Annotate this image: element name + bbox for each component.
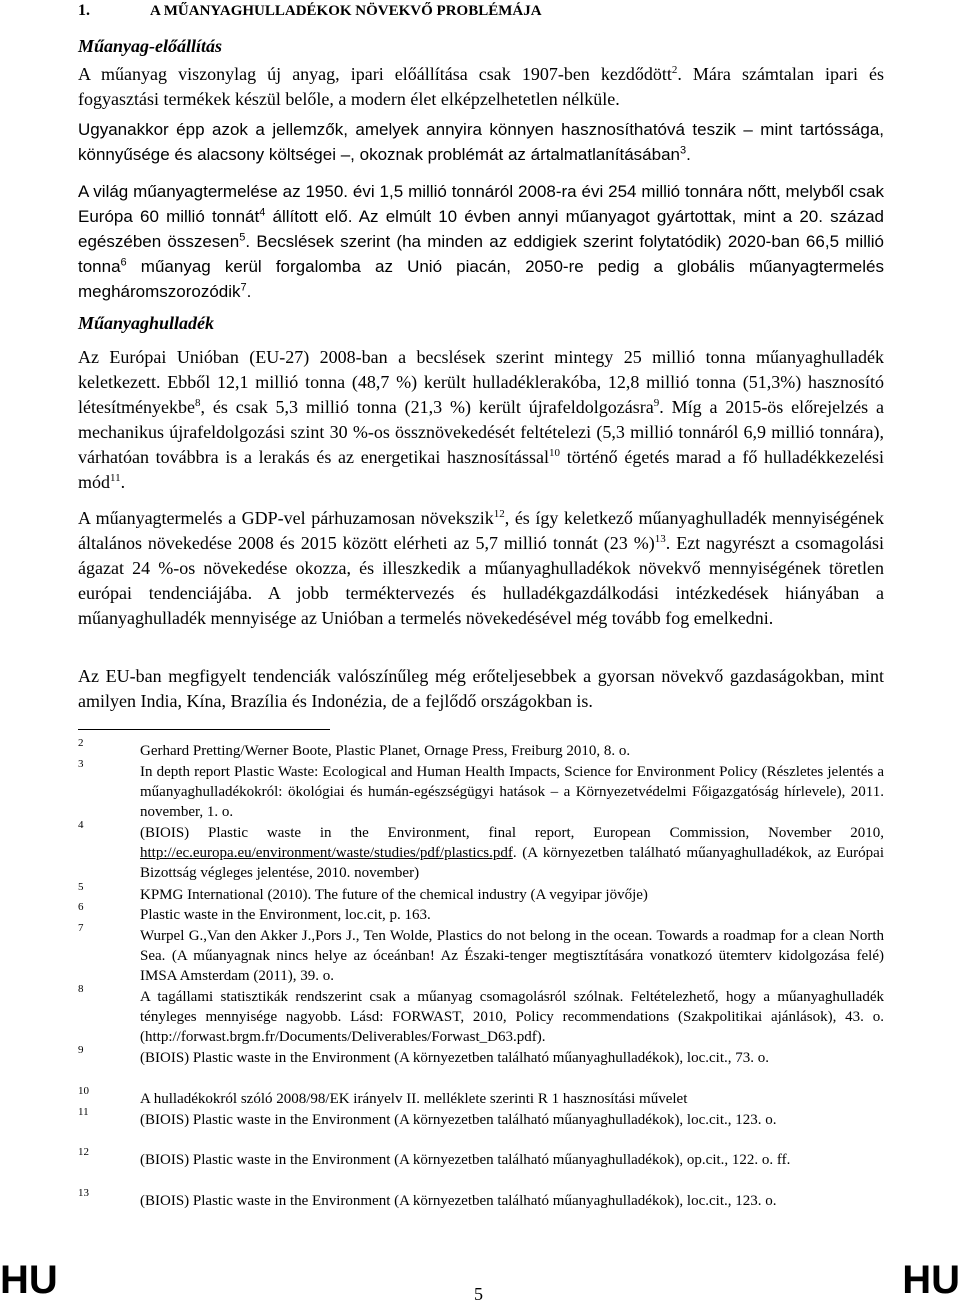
- footnote-ref[interactable]: 5: [239, 231, 246, 244]
- paragraph-production-intro: A műanyag viszonylag új anyag, ipari előállítása csak 1907-ben kezdődött$^2$. Mára számtalan ipari és fogyasztási termékek készül belőle, a modern élet elképzelhetetlen nélküle.: [78, 64, 885, 109]
- footnote-ref[interactable]: 10: [549, 447, 560, 459]
- footnote-ref[interactable]: 13: [654, 533, 666, 545]
- chapter-title: A MŰANYAGHULLADÉKOK NÖVEKVŐ PROBLÉMÁJA: [150, 3, 542, 19]
- footnote-ref[interactable]: 11: [110, 472, 121, 484]
- paragraph-emerging-economies: Az EU-ban megfigyelt tendenciák valószínűleg még erőteljesebbek a gyorsan növekvő gazdaságokban, mint amilyen India, Kína, Brazília és Indonézia, de a fejlődő országokban is.: [78, 666, 884, 711]
- footnote-ref[interactable]: 9: [653, 397, 660, 409]
- section-title-waste: Műanyaghulladék: [78, 313, 215, 333]
- footnote-ref[interactable]: 4: [259, 206, 266, 219]
- footnote-ref[interactable]: 6: [120, 256, 127, 269]
- chapter-number: 1.: [78, 2, 90, 19]
- language-code-right: HU: [902, 1258, 960, 1302]
- paragraph-eu-waste: Az Európai Unióban (EU-27) 2008-ban a becslések szerint mintegy 25 millió tonna műanyaghulladék keletkezett. Ebből 12,1 millió tonna (48,7 %) került hulladéklerakóba, 12,8 millió tonna (51,3%) hasznosító létesítményekbe$^8$, és csak 5,3 millió tonna (21,3 %) került újrafeldolgozásra$^9$. Míg a 2015-ös előrejelzés a mechanikus újrafeldolgozási szint 30 %-os össznövekedését feltételezi (5,3 millió tonnáról 6,9 millió tonnára), várhatóan továbbra is a lerakás és az energetikai hasznosítással$^{10}$ történő égetés marad a fő hulladékkezelési mód$^{11}$.: [78, 347, 884, 492]
- footnote-separator: [78, 729, 330, 730]
- footnote-ref[interactable]: 2: [671, 64, 678, 76]
- footnote-link[interactable]: http://ec.europa.eu/environment/waste/studies/pdf/plastics.pdf: [140, 845, 513, 861]
- page-number: 5: [474, 1284, 483, 1304]
- language-code-left: HU: [0, 1258, 58, 1302]
- chapter-heading: [78, 2, 542, 20]
- section-title-production: Műanyag-előállítás: [78, 36, 223, 56]
- footnote-ref[interactable]: 7: [240, 281, 247, 294]
- footnote-ref[interactable]: 12: [493, 508, 505, 520]
- footnote-ref[interactable]: 3: [679, 144, 687, 157]
- footnote-ref[interactable]: 8: [194, 397, 201, 409]
- paragraph-properties: Ugyanakkor épp azok a jellemzők, amelyek annyira könnyen hasznosíthatóvá teszik – mint tartóssága, könnyűsége és alacsony költségei –, okoznak problémát az ártalmatlanításában$^3$.: [78, 120, 884, 164]
- paragraph-world-production: A világ műanyagtermelése az 1950. évi 1,5 millió tonnáról 2008-ra évi 254 millió tonnára nőtt, melyből csak Európa 60 millió tonnát$^4$ állított elő. Az elmúlt 10 évben annyi műanyagot gyártottak, mint a 20. század egészében összesen$^5$. Becslések szerint (ha minden az eddigiek szerint folytatódik) 2020-ban 66,5 millió tonna$^6$ műanyag kerül forgalomba az Unió piacán, 2050-re pedig a globális műanyagtermelés megháromszorozódik$^7$.: [78, 182, 884, 301]
- paragraph-gdp-growth: A műanyagtermelés a GDP-vel párhuzamosan növekszik$^{12}$, és így keletkező műanyaghulladék mennyiségének általános növekedése 2008 és 2015 között elérheti az 5,7 millió tonnát (23 %)$^{13}$. Ezt nagyrészt a csomagolási ágazat 24 %-os növekedése okozza, és illeszkedik a műanyaghulladékok növekvő mennyiségének töretlen európai tendenciájába. A jobb terméktervezés és hulladékgazdálkodási intézkedések hiányában a műanyaghulladék mennyisége az Unióban a termelés növekedésével még tovább fog emelkedni.: [78, 508, 884, 628]
